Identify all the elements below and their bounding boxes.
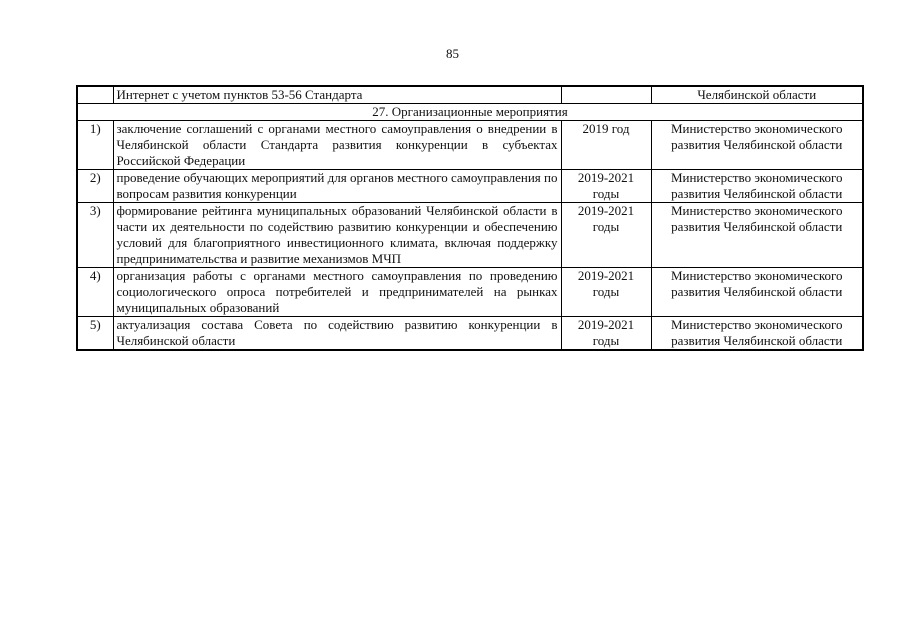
row-number: 3) (77, 203, 113, 268)
table-cell-term-empty (561, 86, 651, 104)
row-term: 2019-2021 годы (561, 170, 651, 203)
table-cell-description: Интернет с учетом пунктов 53-56 Стандарта (113, 86, 561, 104)
row-responsible: Министерство экономического развития Челябинской области (651, 317, 863, 351)
row-description: актуализация состава Совета по содействию развитию конкуренции в Челябинской области (113, 317, 561, 351)
table-row (77, 317, 863, 351)
row-description: организация работы с органами местного самоуправления по проведению социологического опроса потребителей и предпринимателей на рынках муниципальных образований (113, 268, 561, 317)
table-row (77, 268, 863, 317)
table-cell-num-empty (77, 86, 113, 104)
table-row (77, 203, 863, 268)
row-description: заключение соглашений с органами местного самоуправления о внедрении в Челябинской области Стандарта развития конкуренции в субъектах Российской Федерации (113, 121, 561, 170)
section-title: 27. Организационные мероприятия (77, 104, 863, 121)
table-row (77, 170, 863, 203)
row-responsible: Министерство экономического развития Челябинской области (651, 170, 863, 203)
row-number: 1) (77, 121, 113, 170)
page-number: 85 (446, 46, 459, 61)
measures-table (76, 85, 864, 351)
table-cell-responsible: Челябинской области (651, 86, 863, 104)
row-term: 2019 год (561, 121, 651, 170)
row-term: 2019-2021 годы (561, 203, 651, 268)
row-responsible: Министерство экономического развития Челябинской области (651, 203, 863, 268)
row-number: 2) (77, 170, 113, 203)
row-responsible: Министерство экономического развития Челябинской области (651, 268, 863, 317)
row-responsible: Министерство экономического развития Челябинской области (651, 121, 863, 170)
row-number: 4) (77, 268, 113, 317)
table-row-continued (77, 86, 863, 104)
row-number: 5) (77, 317, 113, 351)
table-row (77, 121, 863, 170)
row-description: формирование рейтинга муниципальных образований Челябинской области в части их деятельности по содействию развитию конкуренции и обеспечению условий для благоприятного инвестиционного климата, включая поддержку предпринимательства и развитие механизмов МЧП (113, 203, 561, 268)
row-term: 2019-2021 годы (561, 317, 651, 351)
section-header-row (77, 104, 863, 121)
row-term: 2019-2021 годы (561, 268, 651, 317)
row-description: проведение обучающих мероприятий для органов местного самоуправления по вопросам развития конкуренции (113, 170, 561, 203)
